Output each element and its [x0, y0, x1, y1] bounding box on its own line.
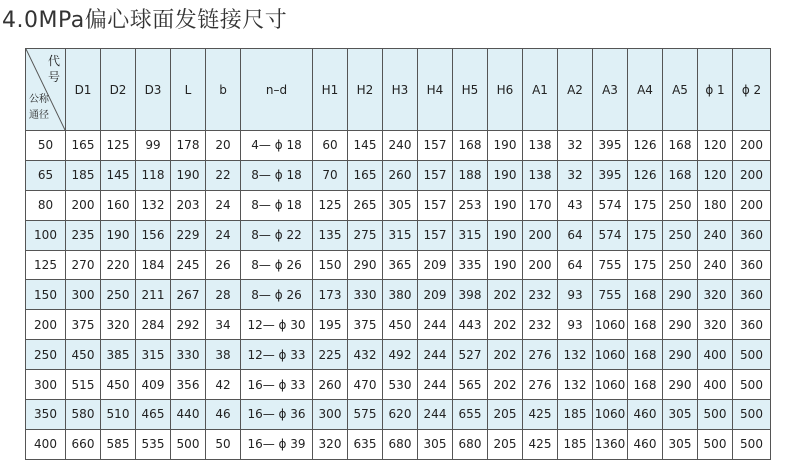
table-cell: 185: [558, 429, 593, 459]
table-cell: 305: [663, 429, 698, 459]
table-cell: 175: [628, 190, 663, 220]
table-cell: 315: [453, 220, 488, 250]
table-cell: 209: [418, 250, 453, 280]
table-cell: 574: [593, 220, 628, 250]
table-cell: 270: [66, 250, 101, 280]
table-cell: 38: [206, 340, 241, 370]
table-row: [26, 370, 771, 400]
column-header: A1: [523, 49, 558, 131]
table-cell: 400: [698, 340, 733, 370]
table-cell: 93: [558, 310, 593, 340]
table-cell: 203: [171, 190, 206, 220]
table-cell: 120: [698, 160, 733, 190]
table-cell: 132: [136, 190, 171, 220]
table-cell: 635: [348, 429, 383, 459]
table-cell: 190: [171, 160, 206, 190]
table-cell: 220: [101, 250, 136, 280]
table-cell: 400: [698, 370, 733, 400]
nominal-diameter-cell: 400: [26, 429, 66, 459]
table-cell: 580: [66, 400, 101, 430]
table-cell: 229: [171, 220, 206, 250]
table-cell: 168: [628, 310, 663, 340]
table-cell: 565: [453, 370, 488, 400]
page-title: 4.0MPa偏心球面发链接尺寸: [2, 8, 288, 33]
table-cell: 209: [418, 280, 453, 310]
table-cell: 500: [733, 400, 771, 430]
table-cell: 120: [698, 131, 733, 161]
table-cell: 300: [313, 400, 348, 430]
table-cell: 32: [558, 160, 593, 190]
table-cell: 1360: [593, 429, 628, 459]
table-cell: 450: [383, 310, 418, 340]
table-cell: 184: [136, 250, 171, 280]
table-cell: 200: [523, 220, 558, 250]
table-cell: 530: [383, 370, 418, 400]
table-row: [26, 429, 771, 459]
table-cell: 275: [348, 220, 383, 250]
table-cell: 8— ϕ 18: [241, 190, 313, 220]
table-cell: 250: [663, 250, 698, 280]
table-cell: 680: [453, 429, 488, 459]
table-cell: 375: [66, 310, 101, 340]
table-cell: 34: [206, 310, 241, 340]
table-cell: 8— ϕ 22: [241, 220, 313, 250]
nominal-diameter-cell: 250: [26, 340, 66, 370]
table-row: [26, 250, 771, 280]
table-cell: 50: [206, 429, 241, 459]
table-cell: 200: [733, 190, 771, 220]
table-cell: 244: [418, 340, 453, 370]
column-header: D3: [136, 49, 171, 131]
table-row: [26, 400, 771, 430]
header-row: [26, 49, 771, 131]
nominal-diameter-cell: 125: [26, 250, 66, 280]
table-cell: 168: [628, 280, 663, 310]
column-header: ϕ 1: [698, 49, 733, 131]
table-cell: 335: [453, 250, 488, 280]
table-cell: 202: [488, 370, 523, 400]
table-cell: 126: [628, 131, 663, 161]
table-cell: 253: [453, 190, 488, 220]
table-cell: 205: [488, 400, 523, 430]
table-cell: 225: [313, 340, 348, 370]
table-cell: 465: [136, 400, 171, 430]
table-cell: 175: [628, 220, 663, 250]
table-cell: 232: [523, 280, 558, 310]
table-cell: 125: [313, 190, 348, 220]
table-cell: 240: [383, 131, 418, 161]
table-cell: 235: [66, 220, 101, 250]
column-header: A2: [558, 49, 593, 131]
table-cell: 356: [171, 370, 206, 400]
nominal-diameter-cell: 300: [26, 370, 66, 400]
table-cell: 470: [348, 370, 383, 400]
table-cell: 292: [171, 310, 206, 340]
table-cell: 500: [698, 400, 733, 430]
table-cell: 620: [383, 400, 418, 430]
table-cell: 755: [593, 280, 628, 310]
table-cell: 132: [558, 340, 593, 370]
table-cell: 170: [523, 190, 558, 220]
table-cell: 157: [418, 220, 453, 250]
table-cell: 8— ϕ 18: [241, 160, 313, 190]
table-cell: 450: [66, 340, 101, 370]
table-cell: 26: [206, 250, 241, 280]
column-header: n–d: [241, 49, 313, 131]
table-cell: 168: [453, 131, 488, 161]
table-cell: 375: [348, 310, 383, 340]
table-cell: 165: [348, 160, 383, 190]
table-cell: 510: [101, 400, 136, 430]
column-header: A3: [593, 49, 628, 131]
table-cell: 200: [523, 250, 558, 280]
table-cell: 360: [733, 250, 771, 280]
table-cell: 443: [453, 310, 488, 340]
table-row: [26, 280, 771, 310]
table-cell: 232: [523, 310, 558, 340]
table-row: [26, 131, 771, 161]
table-cell: 460: [628, 429, 663, 459]
table-row: [26, 340, 771, 370]
table-cell: 425: [523, 400, 558, 430]
table-cell: 1060: [593, 370, 628, 400]
table-cell: 360: [733, 220, 771, 250]
table-cell: 188: [453, 160, 488, 190]
column-header: H1: [313, 49, 348, 131]
table-cell: 190: [488, 190, 523, 220]
column-header: D1: [66, 49, 101, 131]
table-cell: 190: [101, 220, 136, 250]
table-cell: 46: [206, 400, 241, 430]
table-cell: 305: [383, 190, 418, 220]
table-cell: 190: [488, 250, 523, 280]
nominal-diameter-cell: 200: [26, 310, 66, 340]
table-cell: 260: [383, 160, 418, 190]
table-cell: 440: [171, 400, 206, 430]
table-cell: 135: [313, 220, 348, 250]
table-cell: 365: [383, 250, 418, 280]
table-body: [26, 131, 771, 460]
table-cell: 93: [558, 280, 593, 310]
table-cell: 250: [101, 280, 136, 310]
table-cell: 60: [313, 131, 348, 161]
table-cell: 515: [66, 370, 101, 400]
table-cell: 500: [698, 429, 733, 459]
table-cell: 290: [663, 340, 698, 370]
table-cell: 245: [171, 250, 206, 280]
table-cell: 16— ϕ 33: [241, 370, 313, 400]
table-cell: 574: [593, 190, 628, 220]
table-cell: 284: [136, 310, 171, 340]
table-cell: 315: [136, 340, 171, 370]
table-cell: 168: [663, 160, 698, 190]
column-header: ϕ 2: [733, 49, 771, 131]
table-cell: 150: [313, 250, 348, 280]
table-cell: 305: [418, 429, 453, 459]
table-cell: 160: [101, 190, 136, 220]
table-cell: 395: [593, 160, 628, 190]
table-cell: 290: [663, 370, 698, 400]
table-row: [26, 310, 771, 340]
column-header: H4: [418, 49, 453, 131]
table-cell: 200: [66, 190, 101, 220]
table-cell: 24: [206, 220, 241, 250]
table-cell: 409: [136, 370, 171, 400]
table-cell: 190: [488, 220, 523, 250]
table-cell: 132: [558, 370, 593, 400]
table-cell: 305: [663, 400, 698, 430]
table-cell: 202: [488, 340, 523, 370]
table-cell: 320: [698, 280, 733, 310]
table-cell: 680: [383, 429, 418, 459]
dimension-table: [25, 48, 771, 460]
table-cell: 12— ϕ 33: [241, 340, 313, 370]
table-cell: 185: [558, 400, 593, 430]
table-cell: 157: [418, 190, 453, 220]
table-cell: 185: [66, 160, 101, 190]
corner-top-label: 代号: [47, 54, 60, 84]
table-cell: 64: [558, 220, 593, 250]
table-cell: 320: [101, 310, 136, 340]
column-header: H3: [383, 49, 418, 131]
table-cell: 32: [558, 131, 593, 161]
table-cell: 156: [136, 220, 171, 250]
table-cell: 70: [313, 160, 348, 190]
table-cell: 265: [348, 190, 383, 220]
table-cell: 168: [628, 370, 663, 400]
table-cell: 28: [206, 280, 241, 310]
table-cell: 16— ϕ 39: [241, 429, 313, 459]
table-cell: 64: [558, 250, 593, 280]
table-cell: 398: [453, 280, 488, 310]
table-cell: 125: [101, 131, 136, 161]
table-cell: 178: [171, 131, 206, 161]
table-cell: 385: [101, 340, 136, 370]
table-cell: 276: [523, 340, 558, 370]
table-cell: 202: [488, 310, 523, 340]
table-cell: 175: [628, 250, 663, 280]
nominal-diameter-cell: 65: [26, 160, 66, 190]
table-cell: 300: [66, 280, 101, 310]
corner-bottom-label: 公称通径: [29, 94, 49, 121]
table-cell: 240: [698, 250, 733, 280]
table-cell: 145: [101, 160, 136, 190]
table-cell: 168: [628, 340, 663, 370]
column-header: A4: [628, 49, 663, 131]
table-cell: 330: [348, 280, 383, 310]
nominal-diameter-cell: 50: [26, 131, 66, 161]
nominal-diameter-cell: 80: [26, 190, 66, 220]
table-cell: 195: [313, 310, 348, 340]
nominal-diameter-cell: 350: [26, 400, 66, 430]
column-header: b: [206, 49, 241, 131]
column-header: L: [171, 49, 206, 131]
table-cell: 460: [628, 400, 663, 430]
table-cell: 500: [171, 429, 206, 459]
table-cell: 12— ϕ 30: [241, 310, 313, 340]
table-cell: 260: [313, 370, 348, 400]
table-cell: 200: [733, 160, 771, 190]
table-cell: 202: [488, 280, 523, 310]
table-cell: 157: [418, 131, 453, 161]
table-cell: 290: [663, 310, 698, 340]
table-cell: 535: [136, 429, 171, 459]
table-cell: 655: [453, 400, 488, 430]
table-cell: 660: [66, 429, 101, 459]
table-cell: 190: [488, 131, 523, 161]
table-cell: 315: [383, 220, 418, 250]
table-cell: 24: [206, 190, 241, 220]
table-cell: 118: [136, 160, 171, 190]
table-cell: 145: [348, 131, 383, 161]
table-cell: 250: [663, 190, 698, 220]
column-header: D2: [101, 49, 136, 131]
nominal-diameter-cell: 150: [26, 280, 66, 310]
table-cell: 276: [523, 370, 558, 400]
column-header: H6: [488, 49, 523, 131]
column-header: H2: [348, 49, 383, 131]
table-cell: 500: [733, 429, 771, 459]
table-cell: 157: [418, 160, 453, 190]
table-cell: 1060: [593, 400, 628, 430]
table-cell: 380: [383, 280, 418, 310]
table-cell: 4— ϕ 18: [241, 131, 313, 161]
table-row: [26, 190, 771, 220]
table-cell: 425: [523, 429, 558, 459]
table-cell: 585: [101, 429, 136, 459]
table-cell: 173: [313, 280, 348, 310]
table-cell: 290: [348, 250, 383, 280]
table-cell: 180: [698, 190, 733, 220]
table-cell: 190: [488, 160, 523, 190]
table-row: [26, 160, 771, 190]
table-cell: 22: [206, 160, 241, 190]
table-cell: 1060: [593, 340, 628, 370]
table-cell: 8— ϕ 26: [241, 250, 313, 280]
table-cell: 244: [418, 370, 453, 400]
table-cell: 244: [418, 310, 453, 340]
nominal-diameter-cell: 100: [26, 220, 66, 250]
table-cell: 168: [663, 131, 698, 161]
table-cell: 320: [698, 310, 733, 340]
table-cell: 320: [313, 429, 348, 459]
table-cell: 211: [136, 280, 171, 310]
table-cell: 755: [593, 250, 628, 280]
table-cell: 20: [206, 131, 241, 161]
table-cell: 138: [523, 160, 558, 190]
table-cell: 16— ϕ 36: [241, 400, 313, 430]
table-cell: 99: [136, 131, 171, 161]
table-cell: 360: [733, 310, 771, 340]
table-cell: 330: [171, 340, 206, 370]
corner-header-cell: [26, 49, 66, 131]
table-cell: 492: [383, 340, 418, 370]
column-header: H5: [453, 49, 488, 131]
table-cell: 126: [628, 160, 663, 190]
table-cell: 290: [663, 280, 698, 310]
table-cell: 360: [733, 280, 771, 310]
table-cell: 138: [523, 131, 558, 161]
table-cell: 240: [698, 220, 733, 250]
table-cell: 527: [453, 340, 488, 370]
table-cell: 250: [663, 220, 698, 250]
table-cell: 500: [733, 370, 771, 400]
table-cell: 395: [593, 131, 628, 161]
table-cell: 244: [418, 400, 453, 430]
table-cell: 165: [66, 131, 101, 161]
table-cell: 200: [733, 131, 771, 161]
table-cell: 205: [488, 429, 523, 459]
table-cell: 1060: [593, 310, 628, 340]
table-cell: 432: [348, 340, 383, 370]
table-cell: 42: [206, 370, 241, 400]
table-cell: 8— ϕ 26: [241, 280, 313, 310]
table-cell: 43: [558, 190, 593, 220]
table-cell: 575: [348, 400, 383, 430]
table-row: [26, 220, 771, 250]
column-header: A5: [663, 49, 698, 131]
table-cell: 267: [171, 280, 206, 310]
table-cell: 500: [733, 340, 771, 370]
table-cell: 450: [101, 370, 136, 400]
